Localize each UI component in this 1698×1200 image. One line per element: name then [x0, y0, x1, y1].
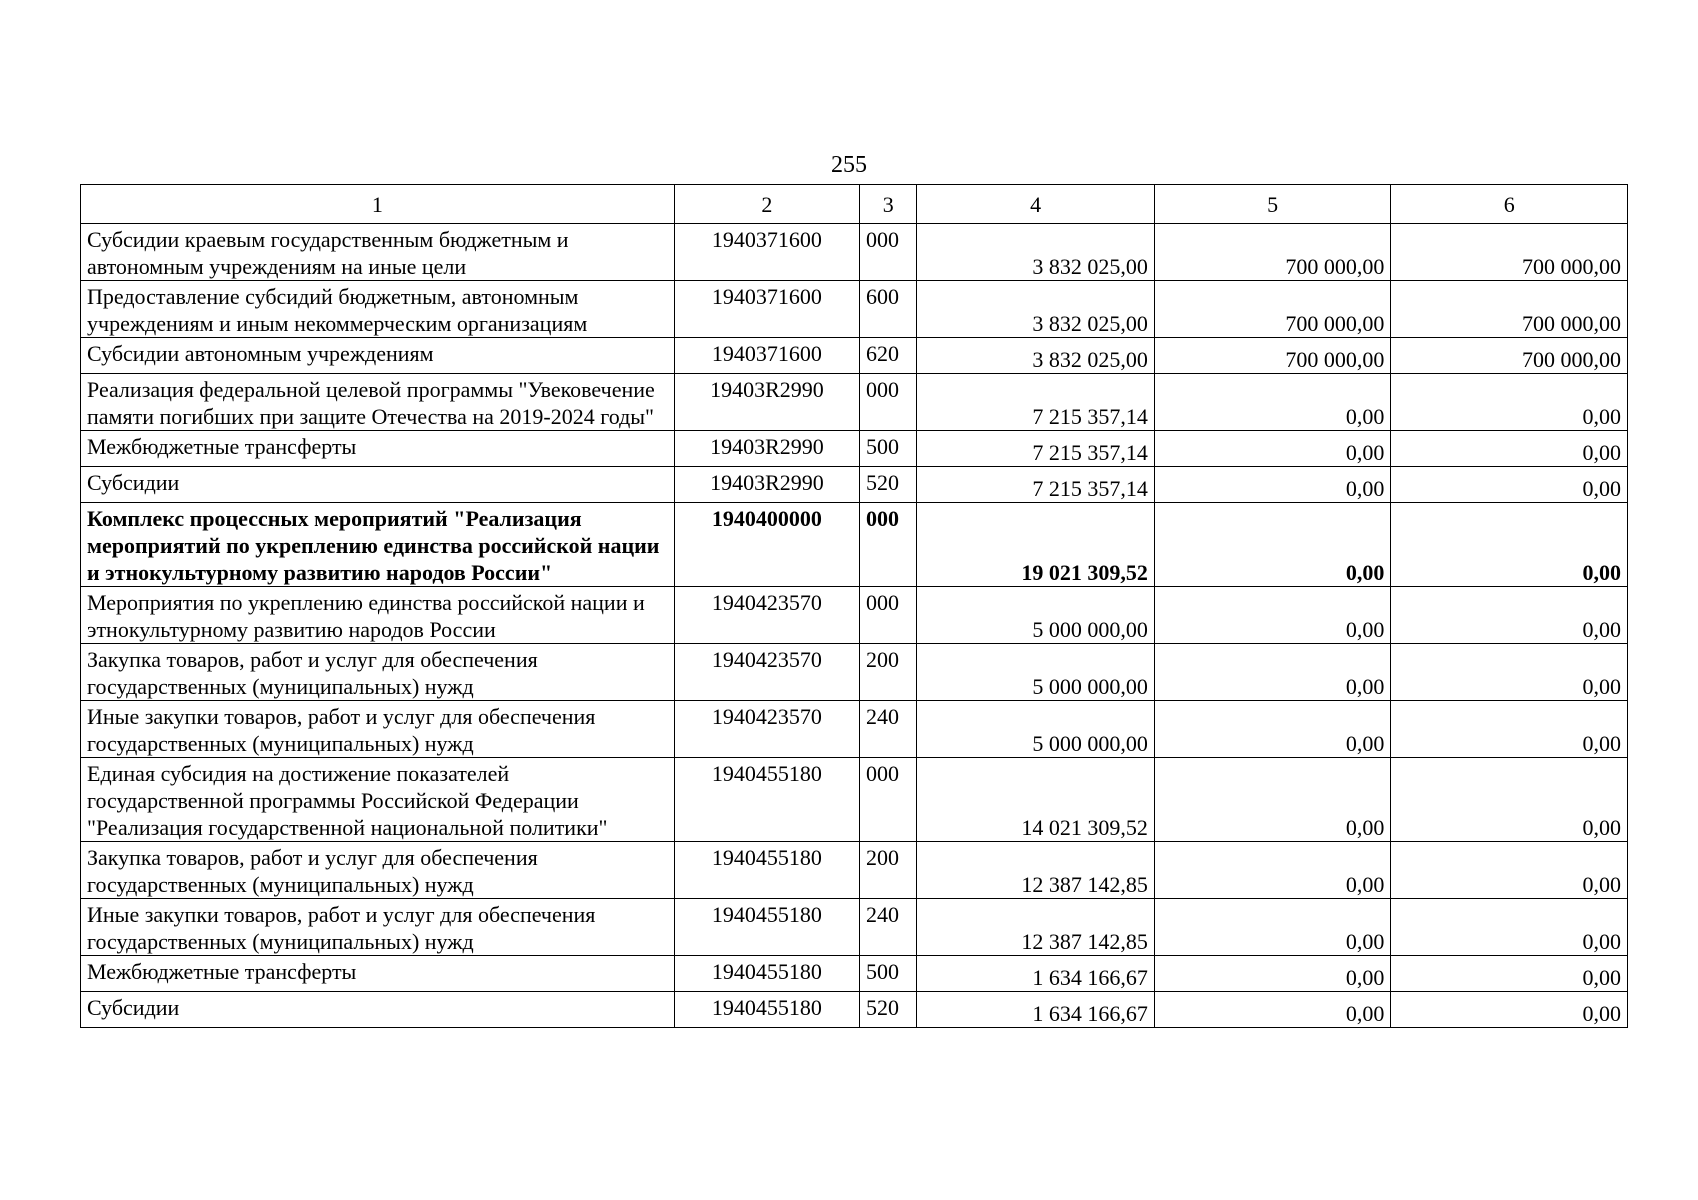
- row-expense-type: 520: [860, 467, 917, 503]
- row-value-col4: 3 832 025,00: [917, 281, 1155, 338]
- row-expense-type: 000: [860, 503, 917, 587]
- row-value-col5: 0,00: [1154, 956, 1391, 992]
- row-value-col6: 0,00: [1391, 431, 1628, 467]
- row-value-col6: 0,00: [1391, 899, 1628, 956]
- row-value-col5: 0,00: [1154, 587, 1391, 644]
- row-target-code: 1940455180: [674, 992, 859, 1028]
- row-expense-type: 000: [860, 587, 917, 644]
- row-value-col5: 700 000,00: [1154, 281, 1391, 338]
- row-value-col6: 0,00: [1391, 644, 1628, 701]
- table-row: [81, 281, 1628, 338]
- row-value-col6: 0,00: [1391, 374, 1628, 431]
- row-value-col4: 12 387 142,85: [917, 899, 1155, 956]
- row-value-col5: 0,00: [1154, 899, 1391, 956]
- row-value-col4: 19 021 309,52: [917, 503, 1155, 587]
- row-target-code: 1940371600: [674, 338, 859, 374]
- row-expense-type: 500: [860, 431, 917, 467]
- row-target-code: 1940371600: [674, 224, 859, 281]
- row-value-col4: 7 215 357,14: [917, 374, 1155, 431]
- row-value-col6: 700 000,00: [1391, 224, 1628, 281]
- table-body: [81, 224, 1628, 1028]
- row-value-col6: 0,00: [1391, 956, 1628, 992]
- row-value-col5: 700 000,00: [1154, 338, 1391, 374]
- row-value-col5: 0,00: [1154, 374, 1391, 431]
- row-target-code: 1940371600: [674, 281, 859, 338]
- row-value-col5: 700 000,00: [1154, 224, 1391, 281]
- table-row: [81, 956, 1628, 992]
- table-row: [81, 992, 1628, 1028]
- table-row: [81, 224, 1628, 281]
- row-target-code: 1940423570: [674, 644, 859, 701]
- table-row: [81, 758, 1628, 842]
- row-expense-type: 200: [860, 644, 917, 701]
- row-value-col5: 0,00: [1154, 467, 1391, 503]
- row-expense-type: 240: [860, 701, 917, 758]
- row-name: Субсидии: [81, 467, 675, 503]
- row-value-col6: 0,00: [1391, 701, 1628, 758]
- table-row: [81, 587, 1628, 644]
- row-target-code: 1940455180: [674, 899, 859, 956]
- row-name: Межбюджетные трансферты: [81, 956, 675, 992]
- page-number: 255: [831, 152, 867, 178]
- row-expense-type: 600: [860, 281, 917, 338]
- row-value-col6: 0,00: [1391, 842, 1628, 899]
- column-header: 2: [674, 185, 859, 224]
- row-value-col5: 0,00: [1154, 431, 1391, 467]
- table-row: [81, 431, 1628, 467]
- row-name: Закупка товаров, работ и услуг для обеспечения государственных (муниципальных) нужд: [81, 842, 675, 899]
- row-name: Межбюджетные трансферты: [81, 431, 675, 467]
- row-target-code: 1940423570: [674, 587, 859, 644]
- row-name: Предоставление субсидий бюджетным, автономным учреждениям и иным некоммерческим организациям: [81, 281, 675, 338]
- row-value-col6: 0,00: [1391, 992, 1628, 1028]
- row-name: Субсидии автономным учреждениям: [81, 338, 675, 374]
- row-name: Комплекс процессных мероприятий "Реализация мероприятий по укреплению единства российской нации и этнокультурному развитию народов России": [81, 503, 675, 587]
- row-value-col4: 5 000 000,00: [917, 701, 1155, 758]
- column-header: 6: [1391, 185, 1628, 224]
- row-target-code: 19403R2990: [674, 374, 859, 431]
- row-expense-type: 620: [860, 338, 917, 374]
- row-value-col4: 7 215 357,14: [917, 467, 1155, 503]
- row-value-col4: 5 000 000,00: [917, 644, 1155, 701]
- row-name: Реализация федеральной целевой программы "Увековечение памяти погибших при защите Отечества на 2019-2024 годы": [81, 374, 675, 431]
- table-header-row: [81, 185, 1628, 224]
- row-value-col4: 7 215 357,14: [917, 431, 1155, 467]
- row-target-code: 1940455180: [674, 842, 859, 899]
- row-value-col4: 3 832 025,00: [917, 224, 1155, 281]
- row-name: Иные закупки товаров, работ и услуг для обеспечения государственных (муниципальных) нужд: [81, 899, 675, 956]
- table-row: [81, 644, 1628, 701]
- row-value-col4: 1 634 166,67: [917, 992, 1155, 1028]
- budget-table: [80, 184, 1628, 1028]
- row-name: Субсидии: [81, 992, 675, 1028]
- row-target-code: 1940455180: [674, 758, 859, 842]
- row-value-col6: 0,00: [1391, 503, 1628, 587]
- row-name: Единая субсидия на достижение показателей государственной программы Российской Федерации "Реализация государственной национальной политики": [81, 758, 675, 842]
- row-value-col5: 0,00: [1154, 842, 1391, 899]
- row-name: Закупка товаров, работ и услуг для обеспечения государственных (муниципальных) нужд: [81, 644, 675, 701]
- row-name: Мероприятия по укреплению единства российской нации и этнокультурному развитию народов России: [81, 587, 675, 644]
- table-row: [81, 374, 1628, 431]
- table-row: [81, 467, 1628, 503]
- row-target-code: 19403R2990: [674, 431, 859, 467]
- row-value-col4: 1 634 166,67: [917, 956, 1155, 992]
- row-expense-type: 000: [860, 374, 917, 431]
- row-value-col6: 0,00: [1391, 467, 1628, 503]
- row-expense-type: 520: [860, 992, 917, 1028]
- row-target-code: 1940455180: [674, 956, 859, 992]
- column-header: 1: [81, 185, 675, 224]
- row-value-col5: 0,00: [1154, 503, 1391, 587]
- row-value-col6: 0,00: [1391, 587, 1628, 644]
- row-value-col4: 3 832 025,00: [917, 338, 1155, 374]
- table-row: [81, 503, 1628, 587]
- column-header: 4: [917, 185, 1155, 224]
- row-value-col4: 14 021 309,52: [917, 758, 1155, 842]
- table-row: [81, 701, 1628, 758]
- row-value-col4: 5 000 000,00: [917, 587, 1155, 644]
- row-target-code: 1940423570: [674, 701, 859, 758]
- row-expense-type: 000: [860, 224, 917, 281]
- table-row: [81, 338, 1628, 374]
- column-header: 5: [1154, 185, 1391, 224]
- row-name: Субсидии краевым государственным бюджетным и автономным учреждениям на иные цели: [81, 224, 675, 281]
- row-value-col4: 12 387 142,85: [917, 842, 1155, 899]
- row-target-code: 19403R2990: [674, 467, 859, 503]
- row-expense-type: 200: [860, 842, 917, 899]
- row-value-col5: 0,00: [1154, 758, 1391, 842]
- table-row: [81, 842, 1628, 899]
- row-value-col6: 700 000,00: [1391, 281, 1628, 338]
- table-row: [81, 899, 1628, 956]
- column-header: 3: [860, 185, 917, 224]
- row-value-col5: 0,00: [1154, 644, 1391, 701]
- row-target-code: 1940400000: [674, 503, 859, 587]
- row-name: Иные закупки товаров, работ и услуг для обеспечения государственных (муниципальных) нужд: [81, 701, 675, 758]
- row-value-col6: 0,00: [1391, 758, 1628, 842]
- row-expense-type: 240: [860, 899, 917, 956]
- row-value-col5: 0,00: [1154, 992, 1391, 1028]
- row-expense-type: 000: [860, 758, 917, 842]
- row-value-col6: 700 000,00: [1391, 338, 1628, 374]
- row-value-col5: 0,00: [1154, 701, 1391, 758]
- row-expense-type: 500: [860, 956, 917, 992]
